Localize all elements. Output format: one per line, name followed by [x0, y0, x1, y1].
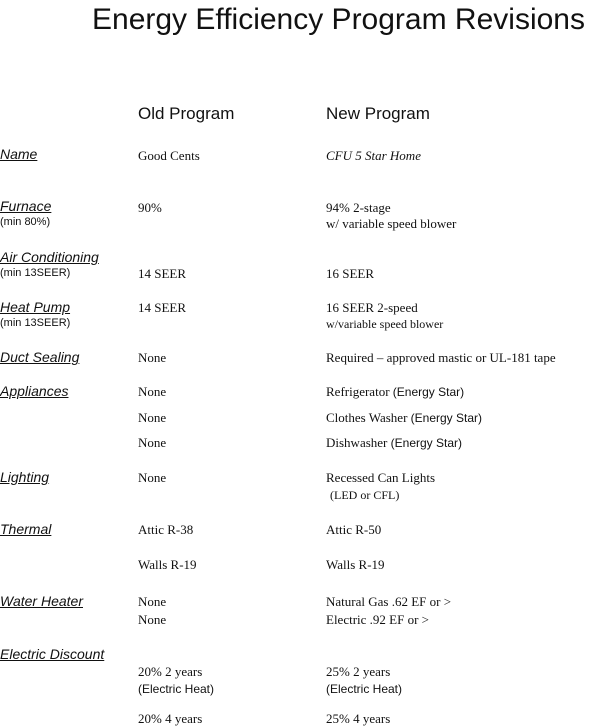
appliances-label: Appliances [0, 383, 69, 399]
water-heater-gas: Natural Gas .62 EF or > [326, 594, 452, 609]
appliance-old-value: None [138, 410, 167, 425]
electric-discount-new-note: (Electric Heat) [326, 682, 403, 696]
appliance-refrigerator [326, 384, 464, 400]
old-program-header: Old Program [138, 104, 235, 123]
water-heater-old-value-2: None [138, 612, 167, 627]
thermal-label: Thermal [0, 521, 52, 537]
duct-sealing-new-value: Required – approved mastic or UL-181 tape [326, 350, 556, 365]
water-heater-old-value: None [138, 594, 167, 609]
heat-pump-new-value: 16 SEER 2-speed [326, 300, 418, 315]
heat-pump-label: Heat Pump [0, 299, 71, 315]
page-title: Energy Efficiency Program Revisions [92, 3, 585, 36]
heat-pump-min: (min 13SEER) [0, 317, 71, 329]
appliance-clothes-washer [326, 410, 482, 426]
appliance-item: Dishwasher [326, 435, 388, 450]
furnace-label: Furnace [0, 198, 52, 214]
lighting-new-value: Recessed Can Lights [326, 470, 436, 485]
appliance-item: Clothes Washer [326, 410, 408, 425]
duct-sealing-label: Duct Sealing [0, 349, 80, 365]
thermal-attic-new: Attic R-50 [326, 522, 382, 537]
air-conditioning-old-value: 14 SEER [138, 266, 187, 281]
air-conditioning-new-value: 16 SEER [326, 266, 375, 281]
electric-discount-old: 20% 2 years [138, 664, 203, 679]
thermal-attic-old: Attic R-38 [138, 522, 194, 537]
lighting-old-value: None [138, 470, 167, 485]
water-heater-label: Water Heater [0, 593, 83, 609]
air-conditioning-label: Air Conditioning [0, 249, 99, 265]
name-new-value: CFU 5 Star Home [326, 148, 421, 163]
cutoff-old-value: 20% 4 years [138, 711, 203, 726]
thermal-walls-new: Walls R-19 [326, 557, 385, 572]
appliance-dishwasher [326, 435, 462, 451]
electric-discount-old-note: (Electric Heat) [138, 682, 215, 696]
water-heater-electric: Electric .92 EF or > [326, 612, 429, 627]
appliance-old-value: None [138, 384, 167, 399]
furnace-old-value: 90% [138, 200, 162, 215]
energy-star-tag: (Energy Star) [410, 411, 483, 425]
energy-star-tag: (Energy Star) [390, 436, 462, 450]
thermal-walls-old: Walls R-19 [138, 557, 197, 572]
cutoff-new-value: 25% 4 years [326, 711, 391, 726]
appliance-old-value: None [138, 435, 167, 450]
heat-pump-new-detail: w/variable speed blower [326, 317, 444, 331]
electric-discount-label: Electric Discount [0, 646, 105, 662]
electric-discount-new: 25% 2 years [326, 664, 391, 679]
name-old-value: Good Cents [138, 148, 200, 163]
air-conditioning-min: (min 13SEER) [0, 267, 71, 279]
new-program-header: New Program [326, 104, 430, 123]
appliance-item: Refrigerator [326, 384, 390, 399]
furnace-new-value: 94% 2-stage [326, 200, 391, 215]
furnace-min: (min 80%) [0, 216, 51, 228]
name-label: Name [0, 146, 38, 162]
duct-sealing-old-value: None [138, 350, 167, 365]
heat-pump-old-value: 14 SEER [138, 300, 187, 315]
furnace-new-detail: w/ variable speed blower [326, 216, 457, 231]
lighting-label: Lighting [0, 469, 50, 485]
lighting-new-detail: (LED or CFL) [330, 488, 400, 502]
energy-star-tag: (Energy Star) [392, 385, 465, 399]
